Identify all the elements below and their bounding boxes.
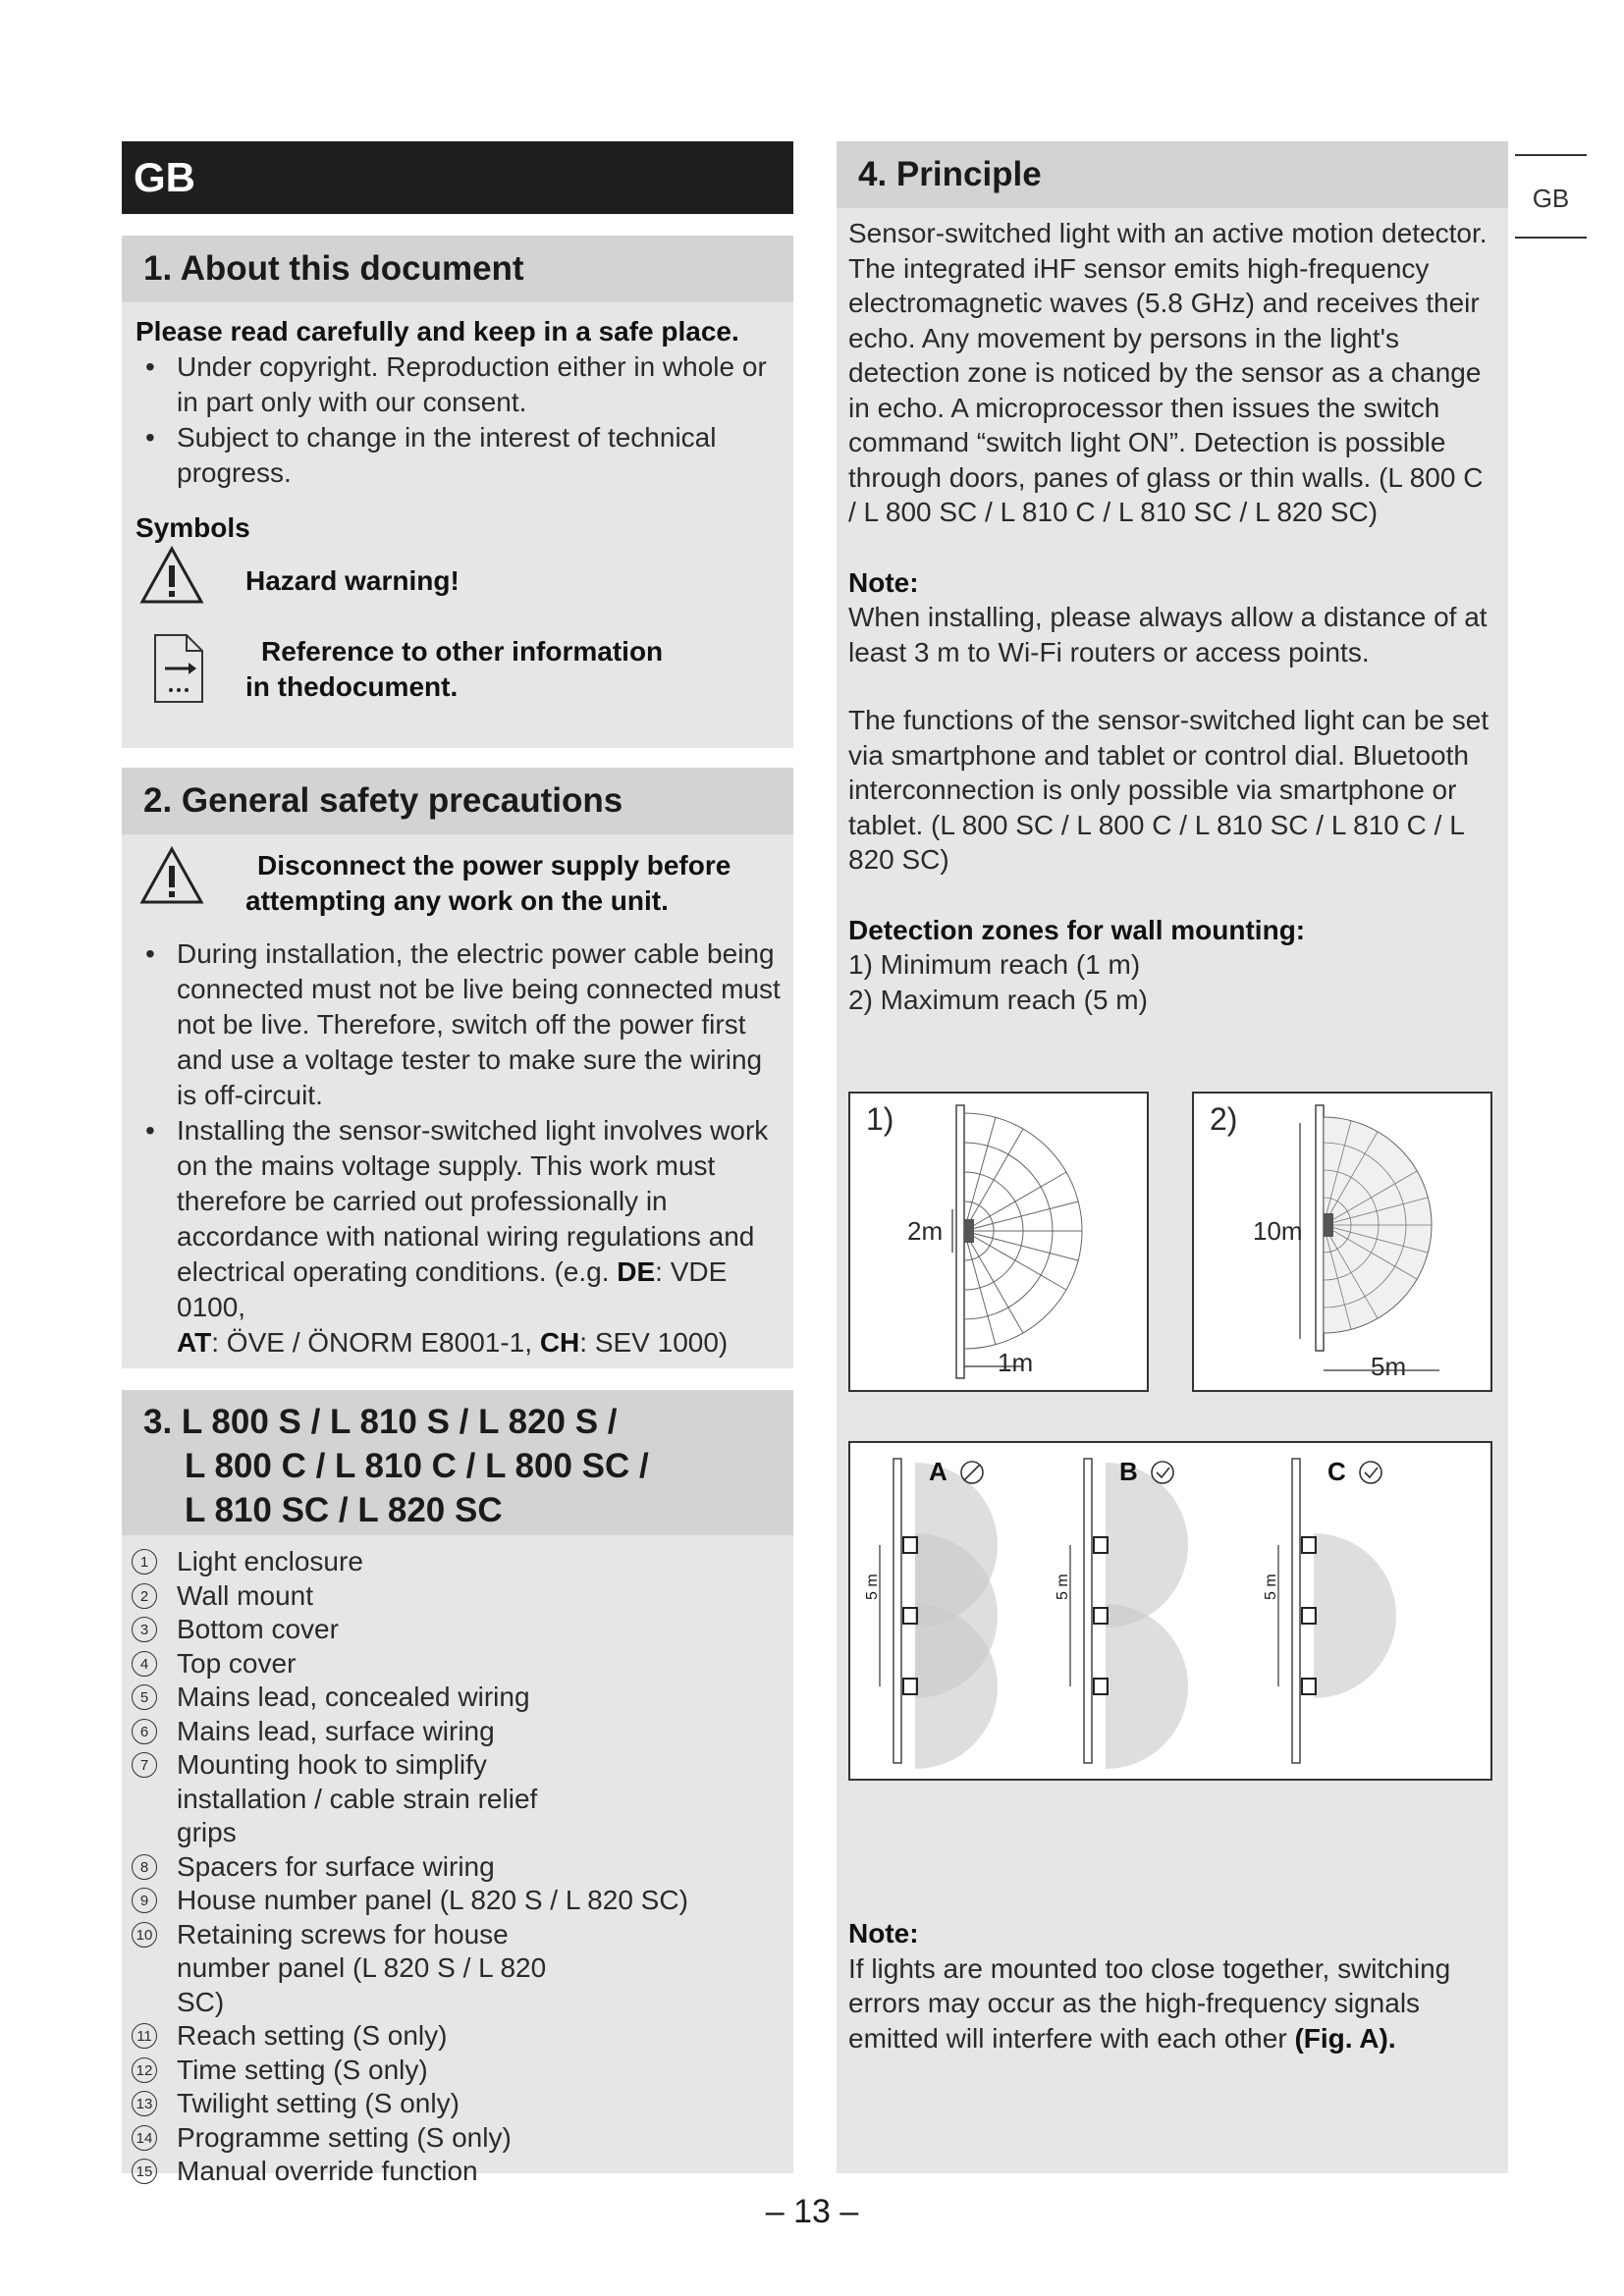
reference-label: Reference to other information in thedocument. [245,636,664,702]
hazard-label: Hazard warning! [245,565,460,596]
list-item: 3 Bottom cover [122,1613,750,1647]
figure-maximum-reach [1192,1092,1492,1392]
about-bullets [135,349,780,491]
hazard-warning-icon [139,846,204,905]
principle-para1: Sensor-switched light with an active motion detector. The integrated iHF sensor emits high-frequency electromagnetic waves (5.8 GHz) and receives their echo. Any movement by persons in the light's detection zone is noticed by the sensor as a change in echo. A microprocessor then issues the switch command “switch light ON”. Detection is possible through doors, panes of glass or thin walls. (L 800 C / L 800 SC / L 810 C / L 810 SC / L 820 SC) [848,218,1488,527]
list-item: 9 House number panel (L 820 S / L 820 SC) [122,1884,750,1918]
figure-c-label: C [1327,1457,1346,1486]
note-text: If lights are mounted too close together, switching errors may occur as the high-frequency signals emitted will interfere with each other (Fig. A). [848,1952,1451,2054]
symbols-heading: Symbols [135,512,250,543]
list-item: 4 Top cover [122,1647,750,1682]
models-title-line: L 810 SC / L 820 SC [185,1491,503,1529]
ch-label: CH [539,1327,580,1358]
distance-label: 5 m [864,1574,881,1600]
language-header: GB [122,141,793,214]
list-item [135,1113,784,1361]
list-item: 2 Wall mount [122,1579,750,1614]
list-item: • Subject to change in the interest of technical progress. [135,420,780,491]
height-label: 2m [907,1216,944,1246]
figure-b-label: B [1119,1457,1138,1486]
note-label: Note: [848,1918,919,1949]
about-intro: Please read carefully and keep in a safe place. [135,316,739,347]
figure-interference [848,1441,1492,1781]
note-text: When installing, please always allow a distance of at least 3 m to Wi-Fi routers or access points. [848,602,1488,667]
list-item: 12 Time setting (S only) [122,2054,750,2088]
list-item: 5 Mains lead, concealed wiring [122,1681,750,1715]
list-item: 1 Light enclosure [122,1545,750,1579]
at-label: AT [177,1327,212,1358]
models-section [122,1390,793,2186]
about-title: 1. About this document [122,236,793,302]
detection-zones-heading: Detection zones for wall mounting: [848,914,1306,945]
list-item: 15 Manual override function [122,2155,750,2189]
reference-document-icon [153,633,204,704]
figure-label: 1) [866,1101,894,1137]
about-section [122,236,793,748]
list-item: 13 Twilight setting (S only) [122,2087,750,2121]
list-item: 11 Reach setting (S only) [122,2019,750,2054]
hazard-warning-icon [139,546,204,605]
list-item: • Under copyright. Reproduction either in whole or in part only with our consent. [135,349,780,420]
zone-minimum: 1) Minimum reach (1 m) [848,949,1141,980]
figure-minimum-reach [848,1092,1149,1392]
reach-label: 1m [998,1348,1034,1377]
list-item: 7 Mounting hook to simplify installation / cable strain relief grips [122,1748,750,1850]
de-value: : VDE 0100, [177,1256,728,1322]
language-tab: GB [1515,154,1587,239]
page-number: – 13 – [765,2193,859,2230]
principle-title: 4. Principle [837,141,1508,208]
list-item: 10 Retaining screws for house number panel (L 820 S / L 820 SC) [122,1918,750,2020]
list-item: • During installation, the electric power cable being connected must not be live being connected must not be live. Therefore, switch off the power first and use a voltage tester to make sure the wiring is off-circuit. [135,936,784,1113]
safety-bullets [135,936,784,1361]
list-item: 6 Mains lead, surface wiring [122,1715,750,1749]
de-label: DE [617,1256,656,1287]
list-item: 8 Spacers for surface wiring [122,1850,750,1885]
ch-value: : SEV 1000) [579,1327,729,1358]
distance-label: 5 m [1263,1574,1279,1600]
models-title-line: L 800 C / L 810 C / L 800 SC / [185,1447,649,1485]
safety-section [122,768,793,1368]
figure-a-label: A [929,1457,947,1486]
models-title-line: 3. L 800 S / L 810 S / L 820 S / [143,1403,618,1441]
models-title [122,1390,793,1535]
distance-label: 5 m [1055,1574,1071,1600]
height-label: 10m [1253,1216,1303,1246]
detection-fan-diagram [1194,1094,1490,1390]
parts-list [122,1535,750,2189]
interference-diagram [850,1443,1490,1779]
principle-para2: The functions of the sensor-switched light can be set via smartphone and tablet or control dial. Bluetooth interconnection is only possible via smartphone or tablet. (L 800 SC / L 800 C / L 810 SC / L 810 C / L 820 SC) [848,705,1489,875]
safety-bullet2-text: Installing the sensor-switched light involves work on the mains voltage supply. This work must therefore be carried out professionally in accordance with national wiring regulations and electrical operating conditions. (e.g. [177,1115,769,1287]
reach-label: 5m [1371,1352,1407,1381]
figure-reference: (Fig. A). [1294,2022,1396,2054]
at-value: : ÖVE / ÖNORM E8001-1, [211,1327,540,1358]
safety-title: 2. General safety precautions [122,768,793,834]
principle-section [837,141,1508,2173]
list-item: 14 Programme setting (S only) [122,2121,750,2156]
figure-label: 2) [1210,1101,1238,1137]
safety-warning: Disconnect the power supply before attempting any work on the unit. [245,850,731,916]
note-label: Note: [848,566,919,598]
zone-maximum: 2) Maximum reach (5 m) [848,984,1148,1015]
